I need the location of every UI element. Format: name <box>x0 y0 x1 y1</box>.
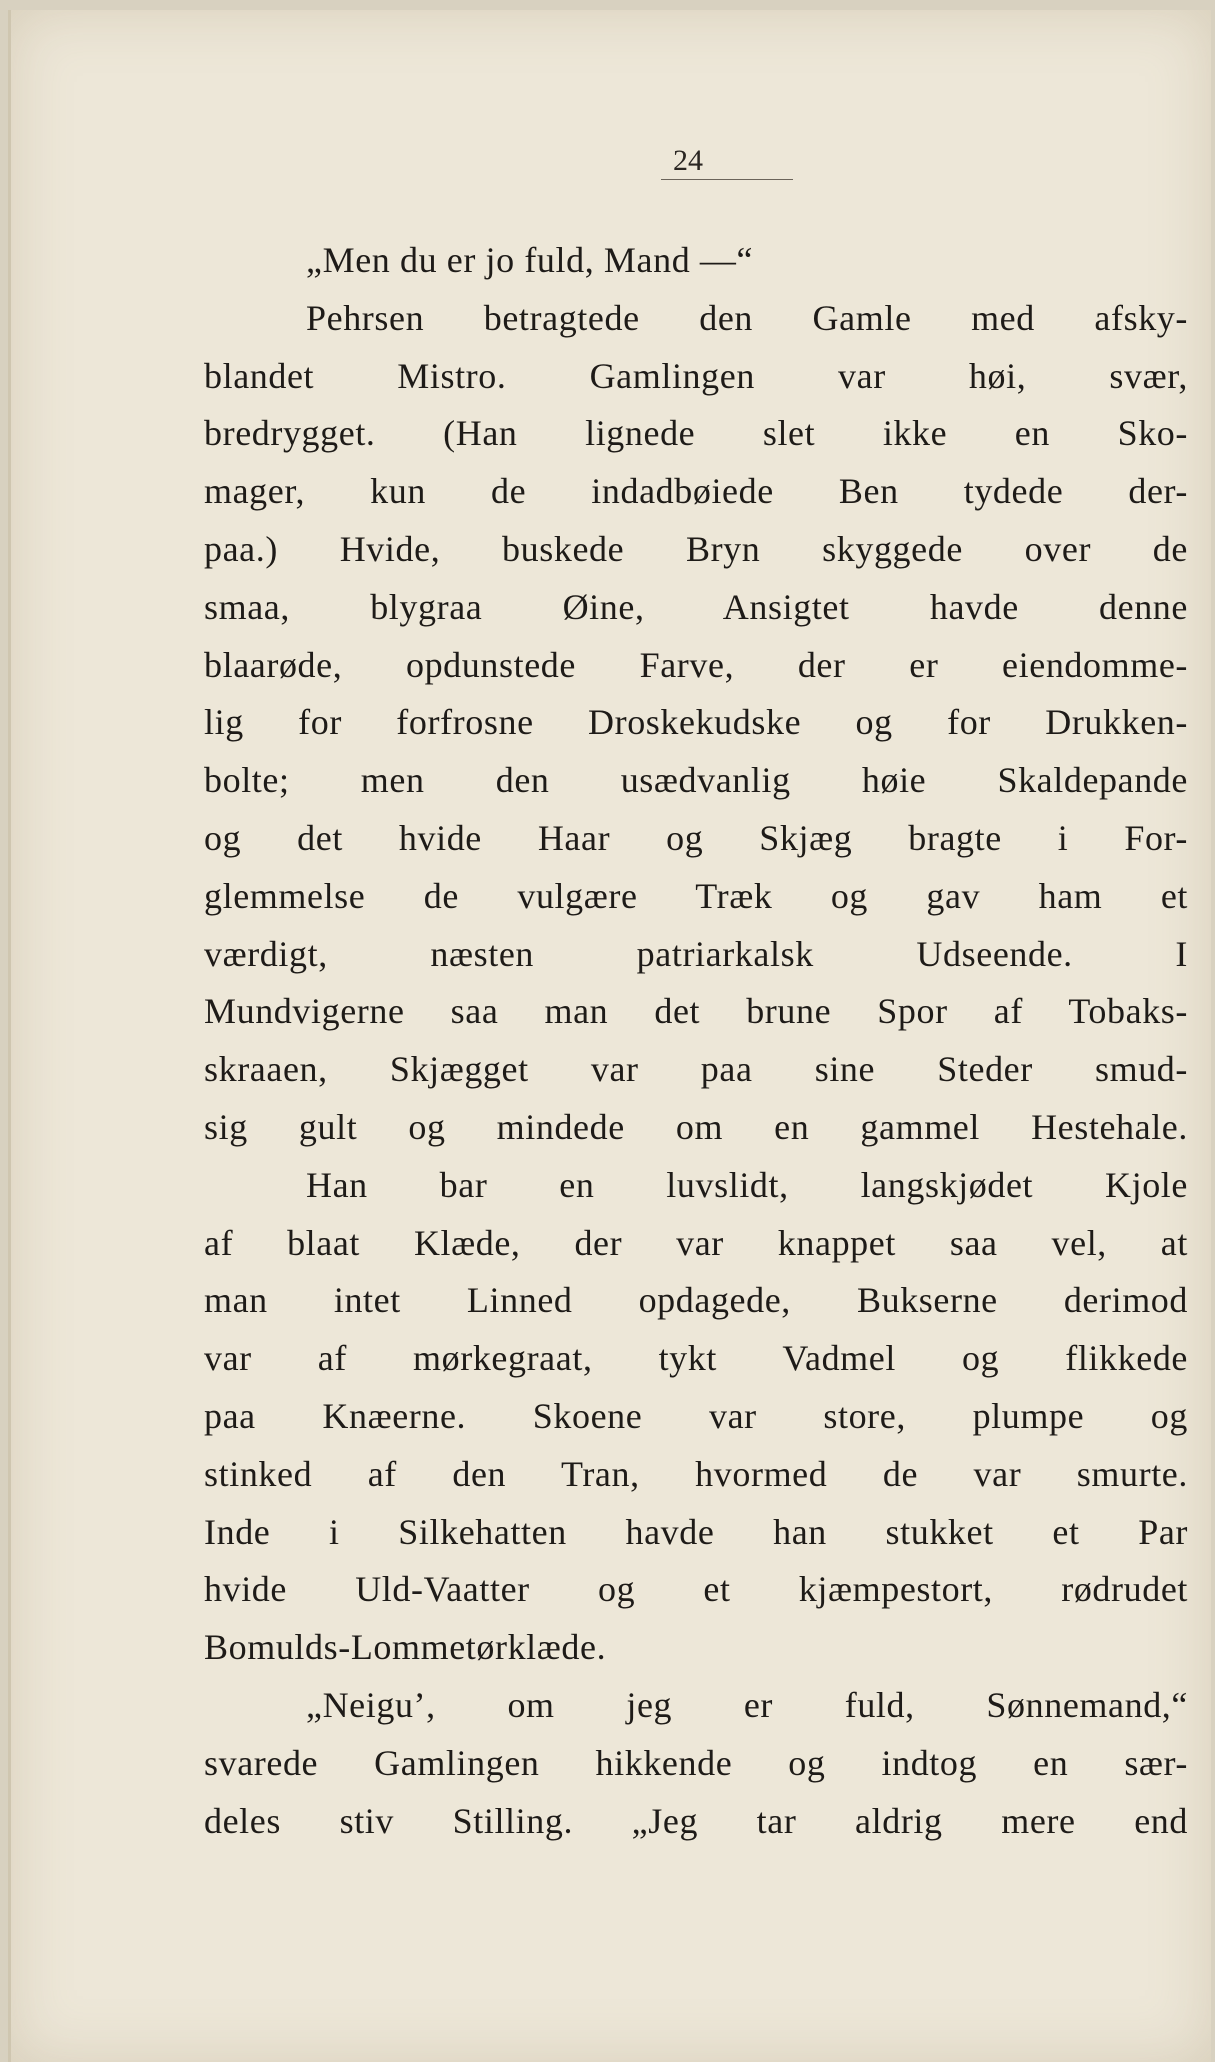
book-page <box>8 10 1211 2062</box>
text-line: glemmelse de vulgære Træk og gav ham et <box>204 875 1188 916</box>
text-line: bolte; men den usædvanlig høie Skaldepande <box>204 760 1188 801</box>
text-line: værdigt, næsten patriarkalsk Udseende. I <box>204 933 1188 974</box>
text-line: „Neigu’, om jeg er fuld, Sønnemand,“ <box>306 1684 1188 1725</box>
text-line: mager, kun de indadbøiede Ben tydede der- <box>204 471 1188 512</box>
text-line: sig gult og mindede om en gammel Hestehale. <box>204 1106 1188 1147</box>
text-line: Pehrsen betragtede den Gamle med afsky- <box>306 297 1188 338</box>
text-line: Inde i Silkehatten havde han stukket et Par <box>204 1511 1188 1552</box>
text-line: smaa, blygraa Øine, Ansigtet havde denne <box>204 586 1188 627</box>
text-line: paa Knæerne. Skoene var store, plumpe og <box>204 1395 1188 1436</box>
text-line: paa.) Hvide, buskede Bryn skyggede over de <box>204 528 1188 569</box>
text-line: bredrygget. (Han lignede slet ikke en Sko- <box>204 413 1188 454</box>
text-line: „Men du er jo fuld, Mand —“ <box>306 240 754 280</box>
text-line: deles stiv Stilling. „Jeg tar aldrig mere end <box>204 1800 1188 1841</box>
body-text <box>204 232 1188 1850</box>
page-number: 24 <box>661 143 793 180</box>
text-line: blandet Mistro. Gamlingen var høi, svær, <box>204 355 1188 396</box>
text-line: man intet Linned opdagede, Bukserne derimod <box>204 1280 1188 1321</box>
text-line: Mundvigerne saa man det brune Spor af Tobaks- <box>204 991 1188 1032</box>
text-line: lig for forfrosne Droskekudske og for Drukken- <box>204 702 1188 743</box>
text-line: hvide Uld-Vaatter og et kjæmpestort, rødrudet <box>204 1569 1188 1610</box>
text-line: stinked af den Tran, hvormed de var smurte. <box>204 1453 1188 1494</box>
text-line: var af mørkegraat, tykt Vadmel og flikkede <box>204 1338 1188 1379</box>
text-line: og det hvide Haar og Skjæg bragte i For- <box>204 817 1188 858</box>
text-line: af blaat Klæde, der var knappet saa vel, at <box>204 1222 1188 1263</box>
text-line: skraaen, Skjægget var paa sine Steder smud- <box>204 1049 1188 1090</box>
text-line: blaarøde, opdunstede Farve, der er eiendomme- <box>204 644 1188 685</box>
text-line: Han bar en luvslidt, langskjødet Kjole <box>306 1164 1188 1205</box>
text-line: svarede Gamlingen hikkende og indtog en sær- <box>204 1742 1188 1783</box>
text-line: Bomulds-Lommetørklæde. <box>204 1627 607 1668</box>
